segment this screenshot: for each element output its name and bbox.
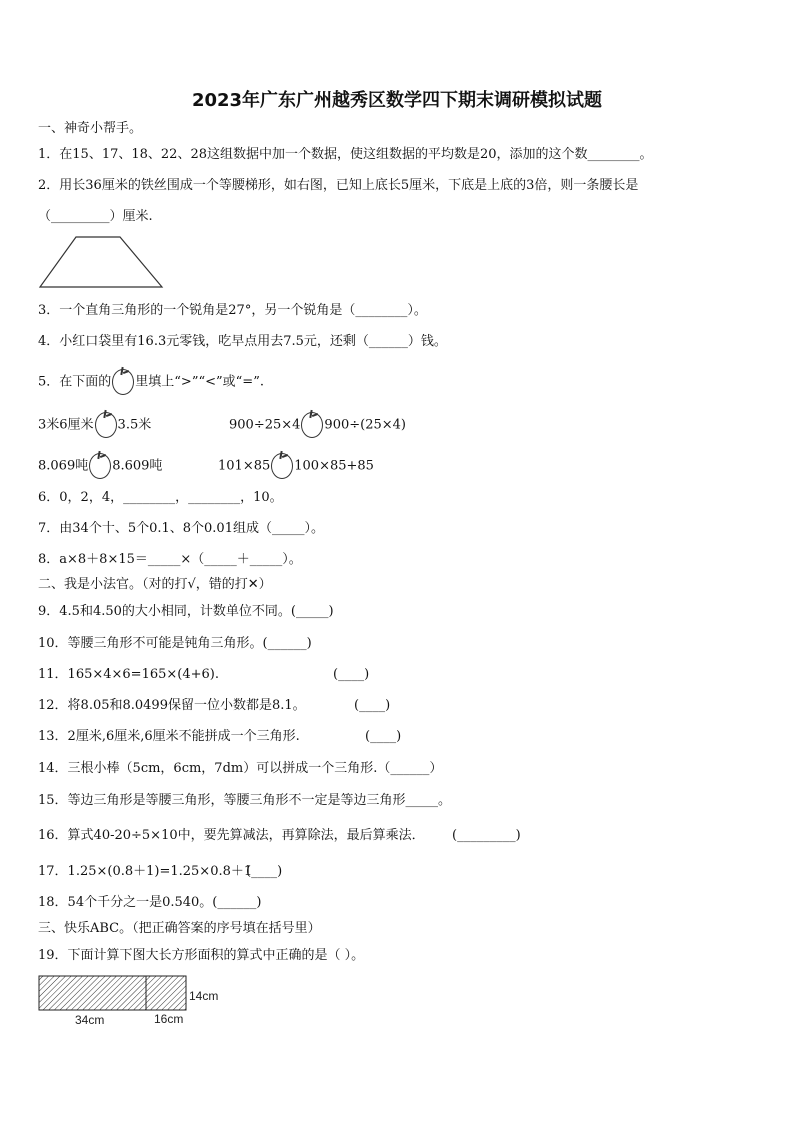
question-4 xyxy=(38,334,447,350)
question-12 xyxy=(38,698,306,714)
figure-left-width-label: 34cm xyxy=(75,1013,105,1027)
question-16 xyxy=(38,828,425,844)
page-title: 2023年广东广州越秀区数学四下期末调研模拟试题 xyxy=(191,90,603,111)
question-15-text: 15．等边三角形是等腰三角形，等腰三角形不一定是等边三角形_____。 xyxy=(38,793,452,808)
figure-right-width-label: 16cm xyxy=(154,1012,184,1026)
question-8 xyxy=(38,552,302,568)
section-1-heading: 一、神奇小帮手。 xyxy=(38,121,143,136)
question-19 xyxy=(38,948,364,964)
section-3-heading: 三、快乐ABC。（把正确答案的序号填在括号里） xyxy=(38,921,321,936)
question-2-blank: （_________）厘米. xyxy=(38,209,153,224)
compare-circle-icon[interactable] xyxy=(95,412,117,438)
question-17 xyxy=(38,864,252,880)
question-14 xyxy=(38,761,442,777)
question-11-blank: (____) xyxy=(333,667,370,682)
question-1-text: 1．在15、17、18、22、28这组数据中加一个数据，使这组数据的平均数是20，添加的这个数________。 xyxy=(38,147,653,162)
question-16-text: 16．算式40-20÷5×10中，要先算减法，再算除法，最后算乘法． xyxy=(38,828,425,843)
question-5-text-a: 5．在下面的 xyxy=(38,374,112,390)
question-17-blank: (____) xyxy=(246,864,283,879)
question-10-text: 10．等腰三角形不可能是钝角三角形。(______) xyxy=(38,636,312,651)
rectangle-figure xyxy=(38,975,188,1013)
question-18 xyxy=(38,895,261,911)
compare-circle-icon[interactable] xyxy=(301,412,323,438)
question-13-text: 13．2厘米,6厘米,6厘米不能拼成一个三角形. xyxy=(38,729,300,744)
question-18-text: 18．54个千分之一是0.540。(______) xyxy=(38,895,262,910)
question-17-text: 17．1.25×(0.8＋1)=1.25×0.8＋1 xyxy=(38,864,253,879)
section-2-heading: 二、我是小法官。（对的打√，错的打✕） xyxy=(38,577,272,592)
rectangle-right-part xyxy=(146,976,186,1010)
question-5-row-2a xyxy=(38,453,162,479)
question-16-blank: (_________) xyxy=(452,828,521,843)
question-6 xyxy=(38,490,283,506)
question-9-text: 9．4.5和4.50的大小相同，计数单位不同。(_____) xyxy=(38,604,334,619)
question-12-text: 12．将8.05和8.0499保留一位小数都是8.1。 xyxy=(38,698,306,713)
question-5-text-b: 里填上“>”“<”或“=”. xyxy=(135,374,264,390)
question-10 xyxy=(38,636,312,652)
compare-right: 3.5米 xyxy=(117,417,152,433)
question-13-blank: (____) xyxy=(365,729,402,744)
compare-left: 900÷25×4 xyxy=(229,417,301,433)
compare-left: 8.069吨 xyxy=(38,458,89,474)
trapezoid-shape xyxy=(40,237,162,287)
question-5-row-1b xyxy=(229,412,406,438)
question-9 xyxy=(38,604,334,620)
question-11 xyxy=(38,667,219,683)
question-12-blank: (____) xyxy=(354,698,391,713)
question-13 xyxy=(38,729,300,745)
compare-circle-icon[interactable] xyxy=(89,453,111,479)
compare-left: 3米6厘米 xyxy=(38,417,94,433)
compare-right: 100×85+85 xyxy=(294,458,374,474)
compare-right: 900÷(25×4) xyxy=(324,417,406,433)
trapezoid-figure xyxy=(38,234,164,290)
question-5 xyxy=(38,369,264,395)
rectangle-left-part xyxy=(39,976,146,1010)
question-2-text: 2．用长36厘米的铁丝围成一个等腰梯形，如右图，已知上底长5厘米，下底是上底的3倍，则一条腰长是 xyxy=(38,178,639,193)
question-3 xyxy=(38,303,427,319)
figure-height-label: 14cm xyxy=(189,989,219,1003)
question-6-text: 6．0，2，4，________，________，10。 xyxy=(38,490,283,505)
compare-circle-icon[interactable] xyxy=(271,453,293,479)
question-3-text: 3．一个直角三角形的一个锐角是27°，另一个锐角是（________）。 xyxy=(38,303,427,318)
compare-left: 101×85 xyxy=(218,458,271,474)
question-5-row-2b xyxy=(218,453,374,479)
question-7-text: 7．由34个十、5个0.1、8个0.01组成（_____）。 xyxy=(38,521,324,536)
question-8-text: 8．a×8＋8×15＝_____×（_____＋_____）。 xyxy=(38,552,302,567)
question-5-row-1a xyxy=(38,412,151,438)
question-4-text: 4．小红口袋里有16.3元零钱，吃早点用去7.5元，还剩（______）钱。 xyxy=(38,334,447,349)
question-15 xyxy=(38,793,451,809)
question-2-line-1 xyxy=(38,178,638,194)
question-7 xyxy=(38,521,324,537)
question-2-line-2 xyxy=(38,209,153,225)
question-14-text: 14．三根小棒（5cm，6cm，7dm）可以拼成一个三角形.（______） xyxy=(38,761,443,776)
question-11-text: 11．165×4×6=165×(4+6). xyxy=(38,667,219,682)
question-19-text: 19．下面计算下图大长方形面积的算式中正确的是（ ）。 xyxy=(38,948,365,963)
compare-circle-icon xyxy=(112,369,134,395)
question-1 xyxy=(38,147,653,163)
compare-right: 8.609吨 xyxy=(112,458,163,474)
